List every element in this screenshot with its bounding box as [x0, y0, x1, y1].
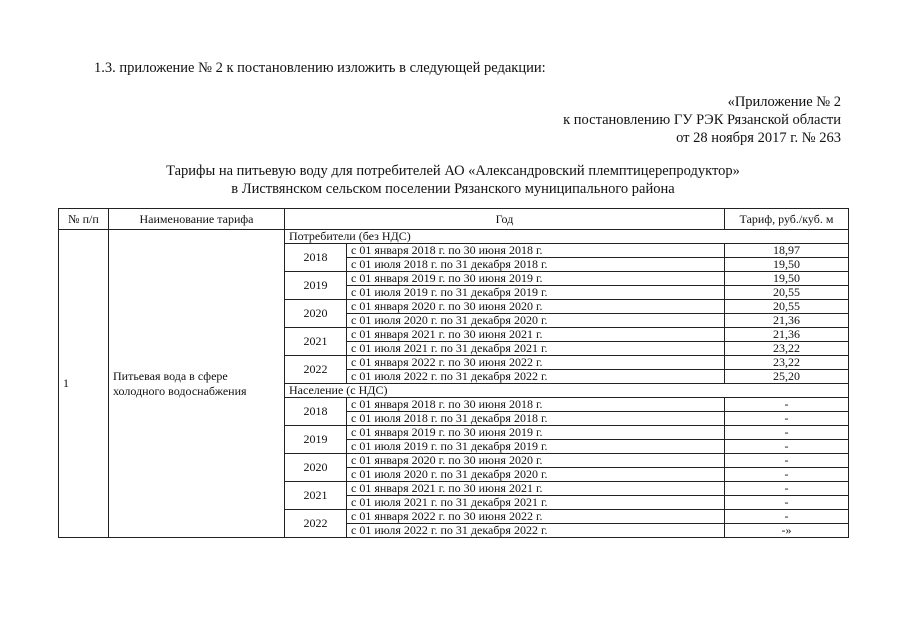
- appendix-reference: [563, 93, 841, 147]
- period-cell: с 01 января 2022 г. по 30 июня 2022 г.: [347, 356, 725, 370]
- period-cell: с 01 июля 2021 г. по 31 декабря 2021 г.: [347, 496, 725, 510]
- title-line-2: в Листвянском сельском поселении Рязанского муниципального района: [231, 181, 675, 197]
- year-cell: 2021: [285, 328, 347, 356]
- appendix-line-3: от 28 ноября 2017 г. № 263: [676, 130, 841, 146]
- header-name: Наименование тарифа: [109, 209, 285, 230]
- period-cell: с 01 июля 2018 г. по 31 декабря 2018 г.: [347, 258, 725, 272]
- year-cell: 2019: [285, 272, 347, 300]
- tariff-value-cell: 23,22: [725, 342, 849, 356]
- table-body: [59, 230, 849, 538]
- tariff-value-cell: 18,97: [725, 244, 849, 258]
- period-cell: с 01 июля 2021 г. по 31 декабря 2021 г.: [347, 342, 725, 356]
- tariff-value-cell: 21,36: [725, 314, 849, 328]
- group-row: [59, 230, 849, 244]
- period-cell: с 01 июля 2022 г. по 31 декабря 2022 г.: [347, 524, 725, 538]
- period-cell: с 01 января 2020 г. по 30 июня 2020 г.: [347, 454, 725, 468]
- tariff-value-cell: -: [725, 412, 849, 426]
- year-cell: 2018: [285, 398, 347, 426]
- tariff-value-cell: -: [725, 468, 849, 482]
- header-year: Год: [285, 209, 725, 230]
- tariff-value-cell: 25,20: [725, 370, 849, 384]
- year-cell: 2022: [285, 356, 347, 384]
- tariff-value-cell: -: [725, 454, 849, 468]
- tariff-value-cell: 23,22: [725, 356, 849, 370]
- tariff-value-cell: -: [725, 440, 849, 454]
- period-cell: с 01 июля 2019 г. по 31 декабря 2019 г.: [347, 286, 725, 300]
- year-cell: 2021: [285, 482, 347, 510]
- period-cell: с 01 января 2019 г. по 30 июня 2019 г.: [347, 272, 725, 286]
- period-cell: с 01 июля 2020 г. по 31 декабря 2020 г.: [347, 314, 725, 328]
- tariff-value-cell: -»: [725, 524, 849, 538]
- group-label: Потребители (без НДС): [285, 230, 849, 244]
- appendix-line-2: к постановлению ГУ РЭК Рязанской области: [563, 112, 841, 128]
- intro-paragraph: 1.3. приложение № 2 к постановлению изложить в следующей редакции:: [94, 60, 546, 76]
- tariff-name-cell: Питьевая вода в сфере холодного водоснабжения: [109, 230, 285, 538]
- tariff-value-cell: 19,50: [725, 272, 849, 286]
- row-number-cell: 1: [59, 230, 109, 538]
- period-cell: с 01 января 2021 г. по 30 июня 2021 г.: [347, 482, 725, 496]
- tariff-value-cell: 20,55: [725, 286, 849, 300]
- period-cell: с 01 января 2022 г. по 30 июня 2022 г.: [347, 510, 725, 524]
- tariff-value-cell: -: [725, 496, 849, 510]
- group-label: Население (с НДС): [285, 384, 849, 398]
- period-cell: с 01 июля 2018 г. по 31 декабря 2018 г.: [347, 412, 725, 426]
- tariff-value-cell: -: [725, 426, 849, 440]
- year-cell: 2022: [285, 510, 347, 538]
- year-cell: 2019: [285, 426, 347, 454]
- tariff-value-cell: -: [725, 482, 849, 496]
- period-cell: с 01 января 2019 г. по 30 июня 2019 г.: [347, 426, 725, 440]
- appendix-line-1: «Приложение № 2: [727, 94, 841, 110]
- year-cell: 2018: [285, 244, 347, 272]
- tariff-value-cell: -: [725, 510, 849, 524]
- period-cell: с 01 июля 2020 г. по 31 декабря 2020 г.: [347, 468, 725, 482]
- period-cell: с 01 июля 2022 г. по 31 декабря 2022 г.: [347, 370, 725, 384]
- table-header-row: [59, 209, 849, 230]
- tariff-value-cell: 21,36: [725, 328, 849, 342]
- tariff-value-cell: 20,55: [725, 300, 849, 314]
- tariff-table: [58, 208, 849, 538]
- period-cell: с 01 января 2020 г. по 30 июня 2020 г.: [347, 300, 725, 314]
- period-cell: с 01 июля 2019 г. по 31 декабря 2019 г.: [347, 440, 725, 454]
- tariff-value-cell: -: [725, 398, 849, 412]
- tariff-value-cell: 19,50: [725, 258, 849, 272]
- title-line-1: Тарифы на питьевую воду для потребителей АО «Александровский племптицерепродуктор»: [166, 163, 740, 179]
- period-cell: с 01 января 2018 г. по 30 июня 2018 г.: [347, 398, 725, 412]
- period-cell: с 01 января 2018 г. по 30 июня 2018 г.: [347, 244, 725, 258]
- header-num: № п/п: [59, 209, 109, 230]
- year-cell: 2020: [285, 454, 347, 482]
- year-cell: 2020: [285, 300, 347, 328]
- period-cell: с 01 января 2021 г. по 30 июня 2021 г.: [347, 328, 725, 342]
- document-title: [58, 162, 848, 198]
- header-tariff: Тариф, руб./куб. м: [725, 209, 849, 230]
